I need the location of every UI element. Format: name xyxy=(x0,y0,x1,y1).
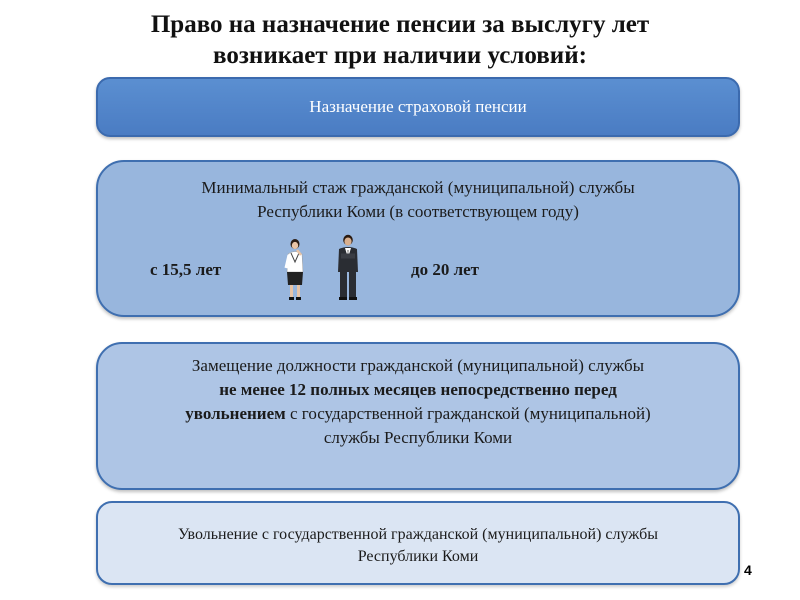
box3-line-3-bold: увольнением xyxy=(185,404,286,423)
box1-text: Назначение страховой пенсии xyxy=(309,97,527,116)
page-number: 4 xyxy=(744,562,752,578)
box3-line-4: службы Республики Коми xyxy=(323,428,513,447)
man-icon xyxy=(333,234,363,302)
box3-line-2-bold: не менее 12 полных месяцев непосредственно перед xyxy=(219,380,617,399)
condition-box-insurance-pension xyxy=(96,77,740,137)
title-line-1: Право на назначение пенсии за выслугу лет xyxy=(150,11,650,38)
box4-line-1: Увольнение с государственной гражданской (муниципальной) службы xyxy=(177,526,659,543)
condition-box-position-tenure xyxy=(96,342,740,490)
condition-box-dismissal xyxy=(96,501,740,585)
woman-icon xyxy=(282,238,308,302)
condition-box-min-service xyxy=(96,160,740,317)
box4-line-2: Республики Коми xyxy=(357,548,479,565)
service-to-label: до 20 лет xyxy=(411,260,480,279)
box3-line-3-rest: с государственной гражданской (муниципальной) xyxy=(285,404,651,423)
box3-line-1: Замещение должности гражданской (муниципальной) службы xyxy=(191,356,645,375)
service-range-row xyxy=(98,246,738,306)
title-line-2: возникает при наличии условий: xyxy=(213,42,587,69)
service-from-label: с 15,5 лет xyxy=(150,260,222,279)
box2-line-2: Республики Коми (в соответствующем году) xyxy=(257,202,579,221)
box2-line-1: Минимальный стаж гражданской (муниципальной) службы xyxy=(201,178,635,197)
slide-title xyxy=(60,9,740,71)
